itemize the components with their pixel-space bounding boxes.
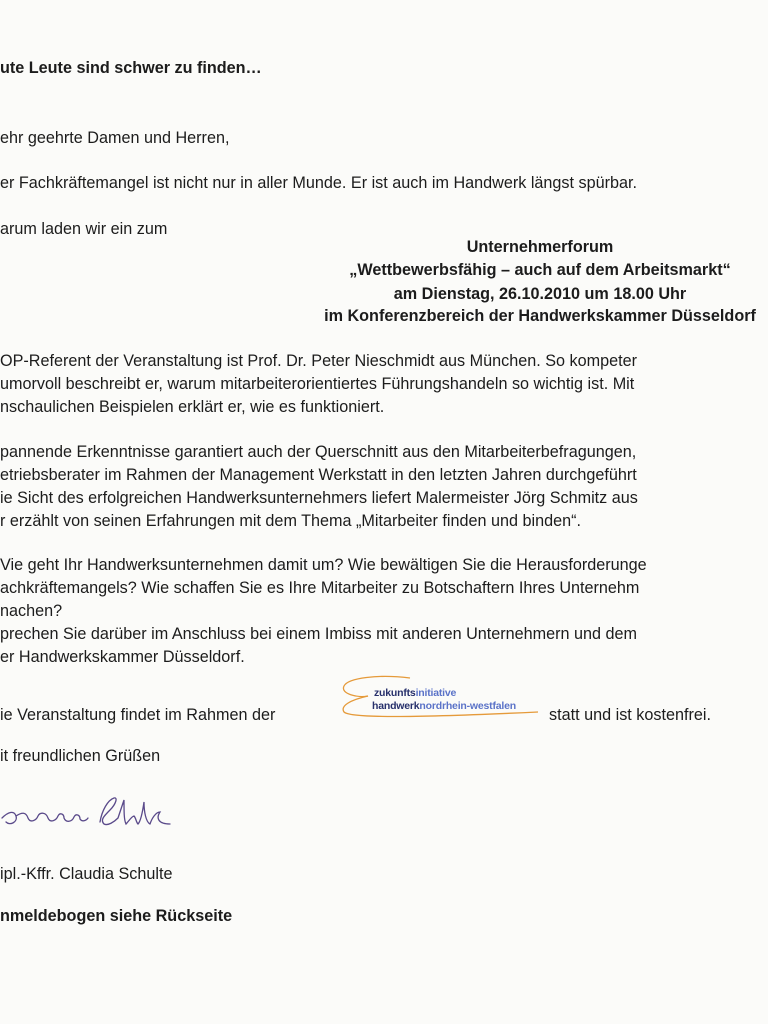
closing: it freundlichen Grüßen — [0, 747, 161, 765]
para3-line: achkräftemangels? Wie schaffen Sie es Ihre Mitarbeiter zu Botschaftern Ihres Unternehm — [0, 579, 640, 597]
event-subtitle: „Wettbewerbsfähig – auch auf dem Arbeitsmarkt“ — [349, 261, 731, 279]
para3-line: prechen Sie darüber im Anschluss bei einem Imbiss mit anderen Unternehmern und dem — [0, 625, 638, 643]
sender-name: ipl.-Kffr. Claudia Schulte — [0, 865, 173, 883]
framework-text-after: statt und ist kostenfrei. — [549, 706, 711, 724]
intro-paragraph: er Fachkräftemangel ist nicht nur in aller Munde. Er ist auch im Handwerk längst spürbar. — [0, 174, 637, 192]
para1-line: umorvoll beschreibt er, warum mitarbeiterorientiertes Führungshandeln so wichtig ist. Mit — [0, 375, 635, 393]
handwritten-signature — [0, 788, 200, 843]
para2-line: etriebsberater im Rahmen der Management Werkstatt in den letzten Jahren durchgeführt — [0, 466, 637, 484]
logo-text-nrw: nordrhein-westfalen — [419, 700, 516, 712]
para3-line: er Handwerkskammer Düsseldorf. — [0, 648, 245, 666]
zukunftsinitiative-logo — [338, 672, 548, 722]
para2-line: pannende Erkenntnisse garantiert auch der Querschnitt aus den Mitarbeiterbefragungen, — [0, 443, 637, 461]
framework-text-before: ie Veranstaltung findet im Rahmen der — [0, 706, 276, 724]
invite-line: arum laden wir ein zum — [0, 220, 168, 238]
headline: ute Leute sind schwer zu finden… — [0, 59, 262, 77]
event-date: am Dienstag, 26.10.2010 um 18.00 Uhr — [393, 285, 687, 303]
para3-line: Vie geht Ihr Handwerksunternehmen damit um? Wie bewältigen Sie die Herausforderunge — [0, 556, 647, 574]
event-location: im Konferenzbereich der Handwerkskammer Düsseldorf — [324, 307, 756, 325]
para2-line: ie Sicht des erfolgreichen Handwerksunternehmers liefert Malermeister Jörg Schmitz aus — [0, 489, 638, 507]
salutation: ehr geehrte Damen und Herren, — [0, 129, 230, 147]
logo-text-zukunfts: zukunfts — [374, 687, 416, 699]
logo-text-handwerk: handwerk — [372, 700, 420, 712]
para1-line: OP-Referent der Veranstaltung ist Prof. Dr. Peter Nieschmidt aus München. So kompeter — [0, 352, 638, 370]
para1-line: nschaulichen Beispielen erklärt er, wie es funktioniert. — [0, 398, 385, 416]
registration-note: nmeldebogen siehe Rückseite — [0, 907, 233, 925]
logo-text-initiative: initiative — [415, 687, 457, 699]
para2-line: r erzählt von seinen Erfahrungen mit dem Thema „Mitarbeiter finden und binden“. — [0, 512, 581, 530]
event-title: Unternehmerforum — [466, 238, 614, 256]
para3-line: nachen? — [0, 602, 63, 620]
